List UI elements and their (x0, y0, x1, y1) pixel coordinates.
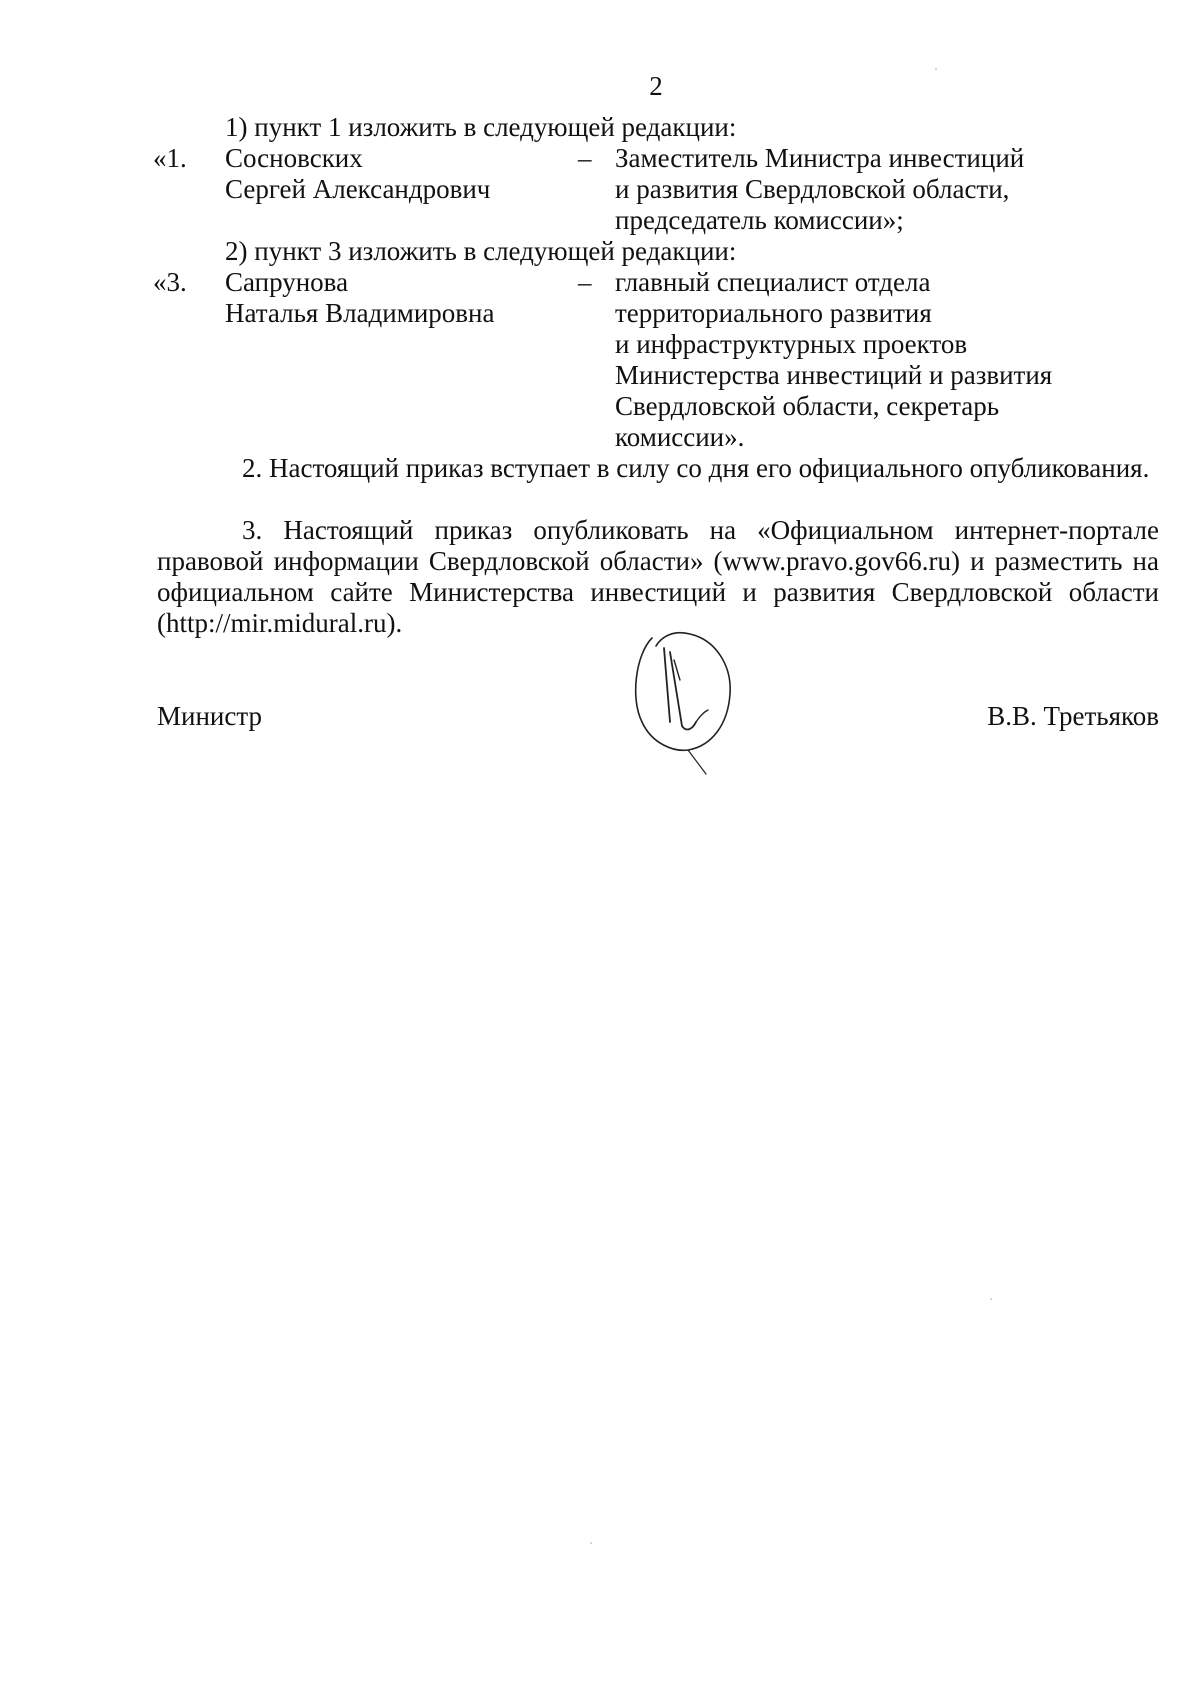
amendment-instruction-2: 2) пункт 3 изложить в следующей редакции: (225, 236, 737, 266)
handwritten-signature (630, 630, 735, 775)
member-role-line: Заместитель Министра инвестиций (615, 143, 1025, 173)
member-role-line: комиссии». (615, 422, 745, 452)
signatory-name: В.В. Третьяков (987, 701, 1159, 731)
member-surname-1: Сосновских (225, 143, 363, 173)
member-given-names-3: Наталья Владимировна (225, 298, 495, 328)
dash-1: – (578, 143, 592, 173)
member-role-line: Свердловской области, секретарь (615, 391, 1000, 421)
item-number-3: «3. (153, 267, 187, 297)
member-role-line: территориального развития (615, 298, 932, 328)
member-role-line: и инфраструктурных проектов (615, 329, 968, 359)
signatory-position: Министр (157, 701, 262, 731)
member-surname-3: Сапрунова (225, 267, 349, 297)
scan-speck (935, 68, 937, 70)
member-role-line: Министерства инвестиций и развития (615, 360, 1053, 390)
member-role-line: председатель комиссии»; (615, 205, 904, 235)
dash-3: – (578, 267, 592, 297)
scan-speck (590, 1542, 592, 1544)
member-given-names-1: Сергей Александрович (225, 174, 491, 204)
page-number: 2 (649, 71, 663, 101)
amendment-instruction-1: 1) пункт 1 изложить в следующей редакции: (225, 112, 737, 142)
paragraph-publication: 3. Настоящий приказ опубликовать на «Официальном интернет-портале правовой информации Свердловской области» (www.pravo.gov66.ru) и разместить на официальном сайте Министерства инвестиций и развития Свердловской области (http://mir.midural.ru). (157, 515, 1159, 638)
member-role-line: главный специалист отдела (615, 267, 931, 297)
member-role-line: и развития Свердловской области, (615, 174, 1010, 204)
scan-speck (990, 1298, 992, 1300)
paragraph-effective-date: 2. Настоящий приказ вступает в силу со дня его официального опубликования. (242, 453, 1150, 483)
item-number-1: «1. (153, 143, 187, 173)
